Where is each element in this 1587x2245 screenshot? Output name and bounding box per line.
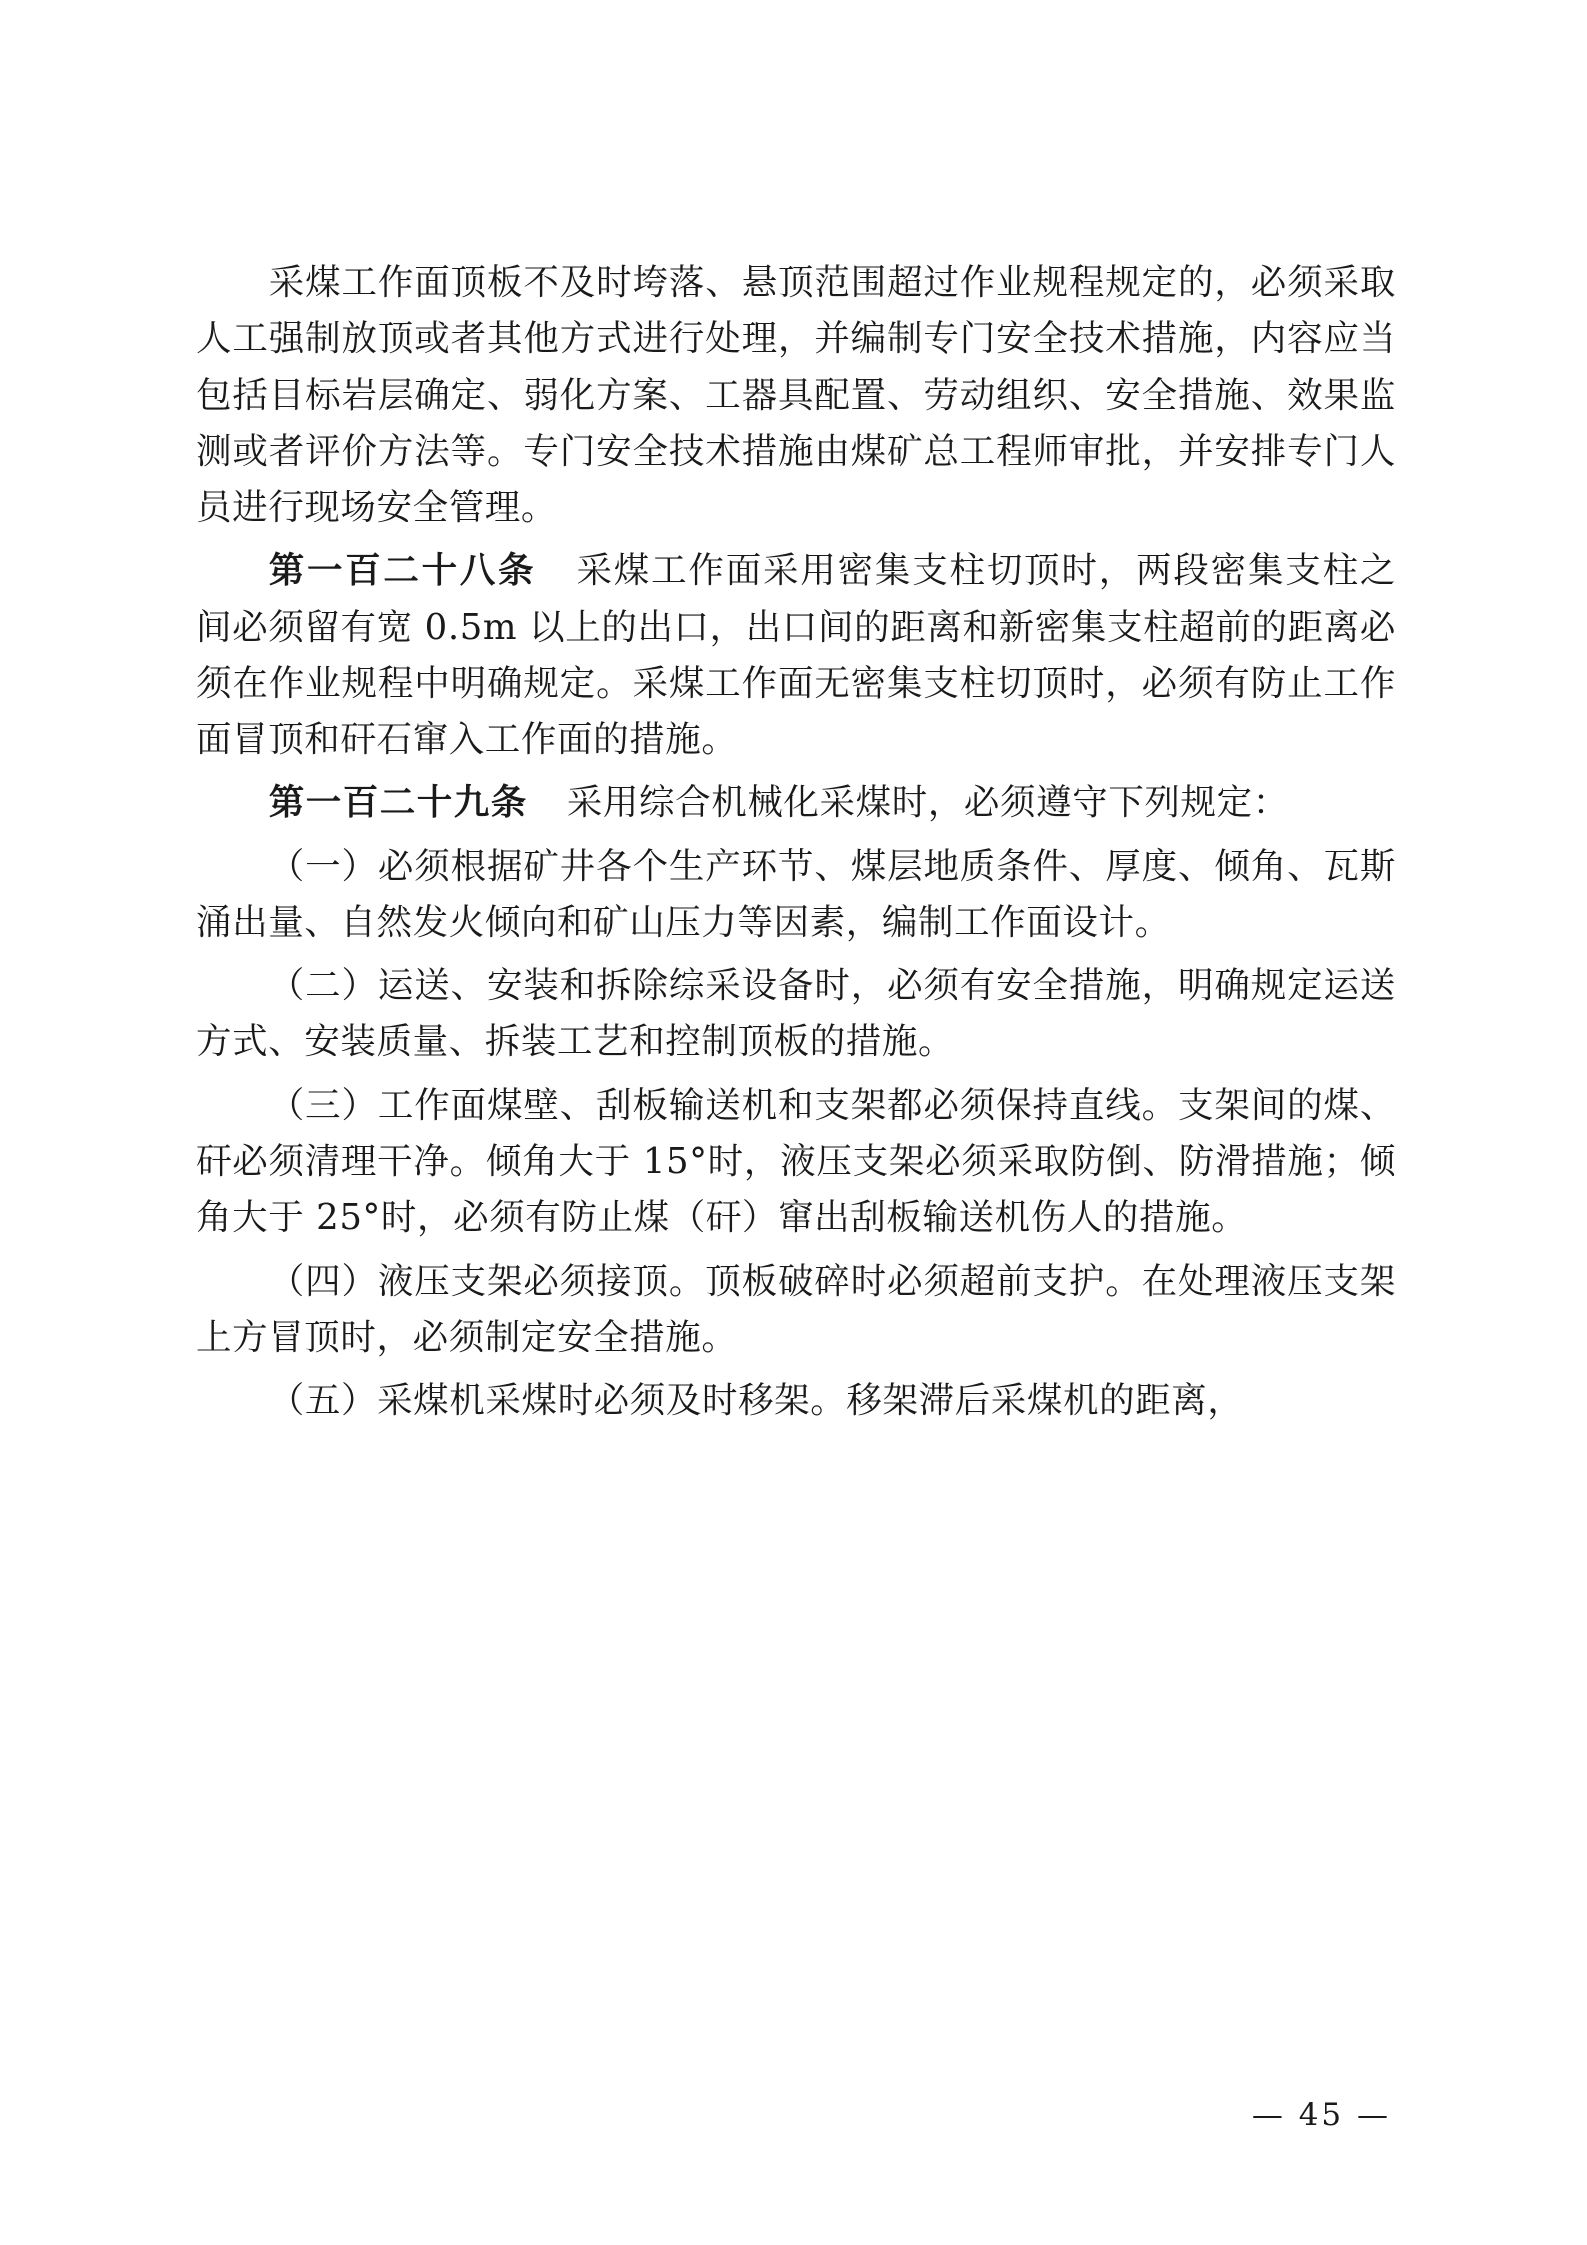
list-item-4: （四）液压支架必须接顶。顶板破碎时必须超前支护。在处理液压支架上方冒顶时，必须制定安全措施。: [196, 1260, 1396, 1358]
page-number: — 45 —: [1251, 2097, 1391, 2133]
paragraph-body: 采煤工作面顶板不及时垮落、悬顶范围超过作业规程规定的，必须采取人工强制放顶或者其他方式进行处理，并编制专门安全技术措施，内容应当包括目标岩层确定、弱化方案、工器具配置、劳动组织、安全措施、效果监测或者评价方法等。专门安全技术措施由煤矿总工程师审批，并安排专门人员进行现场安全管理。: [196, 262, 1396, 529]
list-item-5: （五）采煤机采煤时必须及时移架。移架滞后采煤机的距离，: [268, 1380, 1244, 1422]
paragraph-article-128: [196, 543, 1396, 768]
list-item-3: （三）工作面煤壁、刮板输送机和支架都必须保持直线。支架间的煤、矸必须清理干净。倾角大于 15°时，液压支架必须采取防倒、防滑措施；倾角大于 25°时，必须有防止煤（矸）窜出刮板输送机伤人的措施。: [196, 1084, 1396, 1239]
article-128-text: 采煤工作面采用密集支柱切顶时，两段密集支柱之间必须留有宽 0.5m 以上的出口，出口间的距离和新密集支柱超前的距离必须在作业规程中明确规定。采煤工作面无密集支柱切顶时，必须有防止工作面冒顶和矸石窜入工作面的措施。: [196, 550, 1396, 761]
article-129-text: 采用综合机械化采煤时，必须遵守下列规定：: [566, 782, 1289, 824]
article-number-128: 第一百二十八条: [268, 550, 537, 592]
list-item-1: （一）必须根据矿井各个生产环节、煤层地质条件、厚度、倾角、瓦斯涌出量、自然发火倾向和矿山压力等因素，编制工作面设计。: [196, 845, 1396, 943]
list-item-2: （二）运送、安装和拆除综采设备时，必须有安全措施，明确规定运送方式、安装质量、拆装工艺和控制顶板的措施。: [196, 965, 1396, 1063]
page-body: [196, 255, 1396, 1436]
article-number-129: 第一百二十九条: [268, 782, 528, 824]
paragraph-article-129: [196, 775, 1396, 831]
